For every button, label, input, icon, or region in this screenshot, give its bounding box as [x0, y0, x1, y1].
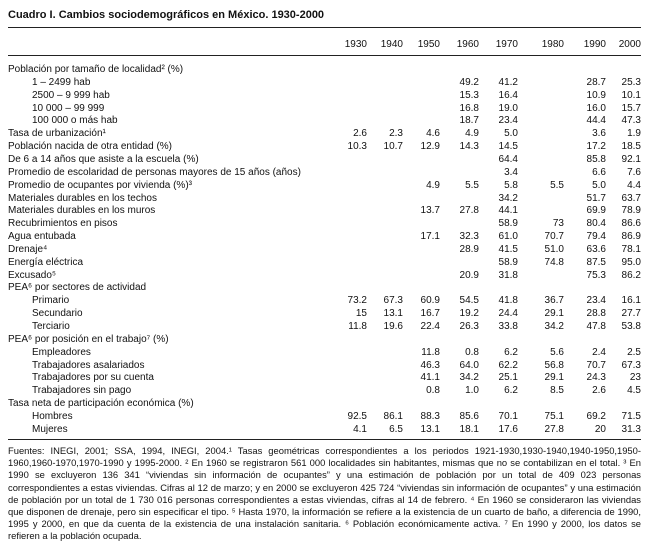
- row-label: Trabajadores por su cuenta: [32, 372, 154, 384]
- cell-1990: 79.4: [586, 231, 606, 243]
- cell-1970: 17.6: [498, 423, 518, 435]
- cell-1940: 67.3: [383, 295, 403, 307]
- cell-2000: 78.1: [621, 243, 641, 255]
- table-row: [8, 256, 641, 269]
- cell-2000: 4.5: [627, 385, 641, 397]
- cell-1970: 6.2: [504, 385, 518, 397]
- column-header-row: [8, 38, 641, 51]
- cell-1930: 11.8: [348, 321, 367, 332]
- footnotes-text: Fuentes: INEGI, 2001; SSA, 1994, INEGI, 2004.¹ Tasas geométricas correspondientes a los periodos 1921-1930,1930-1940,1940-1950,1950-1960,1960-1970,1970-1990 y 1995-2000. ² En 1960 se registraron 561 000 localidades sin habitantes, mismas que no se contabilizan en el total. ³ En 1990 se excluyeron 136 341 “viviendas sin información de ocupantes” y una estimación de población por un total de 409 023 personas correspondientes a estas viviendas. Cifras al 12 de marzo; y en 2000 se excluyeron 425 724 “viviendas sin información de ocupantes” y una estimación de población por un total de 1 730 016 personas correspondientes a estas viviendas, cifras al 14 de febrero. ⁴ En 1960 se consideraron las viviendas que disponen de drenaje, pero sin especificar el tipo. ⁵ Hasta 1970, la información se refiere a la existencia de un cuarto de baño, a diferencia de 1990, 1995 y 2000, en que da cuenta de la existencia de una instalación sanitaria. ⁶ Población económicamente activa. ⁷ En 1990 y 2000, los datos se refieren a la población ocupada.: [8, 445, 641, 542]
- cell-2000: 86.2: [621, 269, 641, 281]
- cell-1960: 54.5: [459, 295, 479, 307]
- cell-1980: 29.1: [544, 372, 564, 384]
- table-row: [8, 269, 641, 282]
- cell-1960: 1.0: [465, 385, 479, 397]
- row-label: Mujeres: [32, 423, 68, 435]
- table-row: [8, 76, 641, 89]
- row-label: 2500 – 9 999 hab: [32, 89, 110, 101]
- column-header-1930: 1930: [344, 39, 367, 50]
- cell-1980: 70.7: [544, 231, 564, 243]
- cell-1940: 19.6: [383, 321, 403, 332]
- table-row: [8, 114, 641, 127]
- column-header-1960: 1960: [456, 39, 479, 50]
- cell-2000: 95.0: [621, 256, 641, 268]
- cell-1950: 12.9: [420, 141, 440, 153]
- row-label: Materiales durables en los techos: [8, 192, 157, 204]
- cell-1970: 41.2: [498, 76, 518, 88]
- header-rule: [8, 55, 641, 56]
- cell-2000: 7.6: [627, 166, 641, 178]
- cell-1990: 75.3: [586, 269, 606, 281]
- column-header-1990: 1990: [583, 39, 606, 50]
- cell-1970: 3.4: [504, 166, 518, 178]
- row-label: Excusado⁵: [8, 269, 57, 281]
- table-row: [8, 320, 641, 333]
- cell-1990: 20: [594, 423, 606, 435]
- column-header-2000: 2000: [618, 39, 641, 50]
- column-header-1940: 1940: [380, 39, 403, 50]
- cell-1940: 86.1: [383, 410, 403, 422]
- column-header-1970: 1970: [495, 39, 518, 50]
- column-header-1980: 1980: [541, 39, 564, 50]
- cell-1990: 47.8: [586, 321, 606, 332]
- table-row: [8, 423, 641, 436]
- row-label: Energía eléctrica: [8, 256, 84, 268]
- table-row: [8, 179, 641, 192]
- cell-2000: 63.7: [621, 192, 641, 204]
- row-label: Empleadores: [32, 346, 91, 358]
- cell-1950: 41.1: [420, 372, 440, 384]
- row-label: Promedio de escolaridad de personas mayores de 15 años (años): [8, 166, 301, 178]
- cell-2000: 27.7: [621, 308, 641, 320]
- cell-2000: 1.9: [627, 128, 641, 140]
- cell-1940: 13.1: [383, 308, 403, 320]
- table-row: [8, 140, 641, 153]
- cell-1990: 2.6: [592, 385, 606, 397]
- cell-1990: 87.5: [586, 256, 606, 268]
- cell-1970: 24.4: [498, 308, 518, 320]
- cell-2000: 2.5: [627, 346, 641, 358]
- cell-1990: 70.7: [586, 359, 606, 371]
- table-row: [8, 294, 641, 307]
- cell-1950: 22.4: [420, 321, 440, 332]
- cell-2000: 16.1: [621, 295, 641, 307]
- cell-1960: 18.7: [459, 115, 479, 127]
- table-row: [8, 192, 641, 205]
- cell-1930: 2.6: [353, 128, 367, 140]
- cell-1950: 60.9: [420, 295, 440, 307]
- cell-1950: 13.7: [420, 205, 440, 217]
- cell-1950: 0.8: [426, 385, 440, 397]
- cell-1990: 69.9: [586, 205, 606, 217]
- cell-1980: 29.1: [544, 308, 564, 320]
- row-label: Trabajadores asalariados: [32, 359, 145, 371]
- cell-1960: 4.9: [465, 128, 479, 140]
- table-row: [8, 166, 641, 179]
- table-row: [8, 333, 641, 346]
- cell-2000: 23: [629, 372, 641, 384]
- bottom-rule: [8, 439, 641, 440]
- cell-2000: 86.6: [621, 218, 641, 230]
- cell-1970: 16.4: [498, 89, 518, 101]
- cell-1990: 28.8: [586, 308, 606, 320]
- table-row: [8, 281, 641, 294]
- table-row: [8, 307, 641, 320]
- cell-1960: 49.2: [459, 76, 479, 88]
- cell-1960: 16.8: [459, 102, 479, 114]
- row-label: Recubrimientos en pisos: [8, 218, 118, 230]
- row-label: Población nacida de otra entidad (%): [8, 141, 172, 153]
- cell-1990: 44.4: [586, 115, 606, 127]
- cell-1990: 2.4: [592, 346, 606, 358]
- cell-1960: 27.8: [459, 205, 479, 217]
- cell-1960: 28.9: [459, 243, 479, 255]
- cell-2000: 18.5: [621, 141, 641, 153]
- row-label: Secundario: [32, 308, 83, 320]
- cell-1980: 75.1: [544, 410, 564, 422]
- cell-1950: 4.9: [426, 179, 440, 191]
- row-label: PEA⁶ por sectores de actividad: [8, 282, 147, 294]
- cell-1970: 34.2: [498, 192, 518, 204]
- cell-1980: 56.8: [544, 359, 564, 371]
- cell-1960: 5.5: [465, 179, 479, 191]
- cell-2000: 25.3: [621, 76, 641, 88]
- row-label: 1 – 2499 hab: [32, 76, 91, 88]
- cell-1960: 85.6: [459, 410, 479, 422]
- cell-1970: 31.8: [498, 269, 518, 281]
- cell-1970: 62.2: [498, 359, 518, 371]
- table-row: [8, 102, 641, 115]
- cell-1970: 41.5: [498, 243, 518, 255]
- cell-1970: 58.9: [498, 218, 518, 230]
- cell-1960: 26.3: [459, 321, 479, 332]
- cell-2000: 86.9: [621, 231, 641, 243]
- cell-1980: 36.7: [544, 295, 564, 307]
- table-row: [8, 153, 641, 166]
- row-label: 10 000 – 99 999: [32, 102, 105, 114]
- row-label: De 6 a 14 años que asiste a la escuela (%): [8, 153, 199, 165]
- cell-1970: 64.4: [498, 153, 518, 165]
- cell-1960: 18.1: [459, 423, 479, 435]
- cell-1990: 28.7: [586, 76, 606, 88]
- cell-1980: 5.5: [550, 179, 564, 191]
- cell-1970: 23.4: [498, 115, 518, 127]
- cell-1970: 58.9: [498, 256, 518, 268]
- cell-2000: 47.3: [621, 115, 641, 127]
- cell-2000: 92.1: [621, 153, 641, 165]
- table-row: [8, 359, 641, 372]
- table-row: [8, 410, 641, 423]
- cell-1980: 34.2: [544, 321, 564, 332]
- cell-1930: 92.5: [347, 410, 367, 422]
- cell-2000: 71.5: [621, 410, 641, 422]
- column-header-1950: 1950: [417, 39, 440, 50]
- cell-1980: 51.0: [544, 243, 564, 255]
- cell-1950: 13.1: [420, 423, 440, 435]
- cell-1950: 88.3: [420, 410, 440, 422]
- table-title: Cuadro I. Cambios sociodemográficos en México. 1930-2000: [8, 9, 325, 21]
- cell-1980: 73: [552, 218, 564, 230]
- cell-1990: 10.9: [586, 89, 606, 101]
- cell-1930: 10.3: [347, 141, 367, 153]
- cell-1970: 41.8: [498, 295, 518, 307]
- cell-1940: 2.3: [389, 128, 403, 140]
- cell-1940: 10.7: [383, 141, 403, 153]
- row-label: Terciario: [32, 321, 70, 332]
- cell-1970: 25.1: [498, 372, 518, 384]
- cell-1970: 61.0: [498, 231, 518, 243]
- table-row: [8, 397, 641, 410]
- row-label: Hombres: [32, 410, 73, 422]
- row-label: PEA⁶ por posición en el trabajo⁷ (%): [8, 333, 169, 345]
- cell-1950: 11.8: [421, 346, 440, 358]
- cell-1970: 14.5: [498, 141, 518, 153]
- cell-1960: 14.3: [459, 141, 479, 153]
- cell-1990: 85.8: [586, 153, 606, 165]
- row-label: Drenaje⁴: [8, 243, 48, 255]
- cell-1960: 0.8: [465, 346, 479, 358]
- row-label: Primario: [32, 295, 70, 307]
- table-row: [8, 127, 641, 140]
- cell-1990: 3.6: [592, 128, 606, 140]
- table-row: [8, 230, 641, 243]
- table-row: [8, 346, 641, 359]
- cell-1960: 34.2: [459, 372, 479, 384]
- cell-1990: 23.4: [586, 295, 606, 307]
- cell-1970: 5.8: [504, 179, 518, 191]
- cell-1970: 70.1: [498, 410, 518, 422]
- footnotes: [8, 445, 641, 543]
- cell-1960: 15.3: [459, 89, 479, 101]
- cell-1960: 19.2: [459, 308, 479, 320]
- cell-2000: 4.4: [627, 179, 641, 191]
- cell-1990: 6.6: [592, 166, 606, 178]
- cell-1990: 63.6: [586, 243, 606, 255]
- cell-1930: 15: [355, 308, 367, 320]
- cell-1980: 27.8: [544, 423, 564, 435]
- row-label: 100 000 o más hab: [32, 115, 118, 127]
- cell-1960: 64.0: [459, 359, 479, 371]
- cell-2000: 53.8: [621, 321, 641, 332]
- row-label: Materiales durables en los muros: [8, 205, 156, 217]
- cell-2000: 10.1: [621, 89, 641, 101]
- cell-1990: 16.0: [586, 102, 606, 114]
- cell-1990: 80.4: [586, 218, 606, 230]
- table-row: [8, 384, 641, 397]
- cell-1970: 19.0: [498, 102, 518, 114]
- row-label: Población por tamaño de localidad² (%): [8, 64, 184, 75]
- cell-2000: 67.3: [621, 359, 641, 371]
- table-row: [8, 89, 641, 102]
- cell-1990: 51.7: [586, 192, 606, 204]
- cell-1950: 16.7: [420, 308, 440, 320]
- cell-1990: 69.2: [586, 410, 606, 422]
- cell-1980: 74.8: [544, 256, 564, 268]
- cell-1930: 4.1: [353, 423, 367, 435]
- cell-1990: 17.2: [586, 141, 606, 153]
- cell-1990: 5.0: [592, 179, 606, 191]
- row-label: Tasa neta de participación económica (%): [8, 398, 194, 410]
- cell-1970: 33.8: [498, 321, 518, 332]
- table-row: [8, 217, 641, 230]
- row-label: Agua entubada: [8, 231, 76, 243]
- top-rule: [8, 27, 641, 28]
- table-row: [8, 63, 641, 76]
- cell-1970: 6.2: [504, 346, 518, 358]
- cell-1940: 6.5: [389, 423, 403, 435]
- table-row: [8, 204, 641, 217]
- cell-2000: 15.7: [621, 102, 641, 114]
- cell-1950: 17.1: [420, 231, 440, 243]
- table-row: [8, 371, 641, 384]
- cell-1970: 44.1: [498, 205, 518, 217]
- cell-1990: 24.3: [586, 372, 606, 384]
- row-label: Trabajadores sin pago: [32, 385, 132, 397]
- table-row: [8, 243, 641, 256]
- cell-2000: 31.3: [621, 423, 641, 435]
- cell-1960: 20.9: [459, 269, 479, 281]
- cell-1950: 4.6: [426, 128, 440, 140]
- row-label: Tasa de urbanización¹: [8, 128, 106, 140]
- cell-1960: 32.3: [459, 231, 479, 243]
- cell-1970: 5.0: [504, 128, 518, 140]
- cell-1980: 5.6: [550, 346, 564, 358]
- cell-1980: 8.5: [550, 385, 564, 397]
- cell-1930: 73.2: [347, 295, 367, 307]
- cell-1950: 46.3: [420, 359, 440, 371]
- cell-2000: 78.9: [621, 205, 641, 217]
- row-label: Promedio de ocupantes por vivienda (%)³: [8, 179, 192, 191]
